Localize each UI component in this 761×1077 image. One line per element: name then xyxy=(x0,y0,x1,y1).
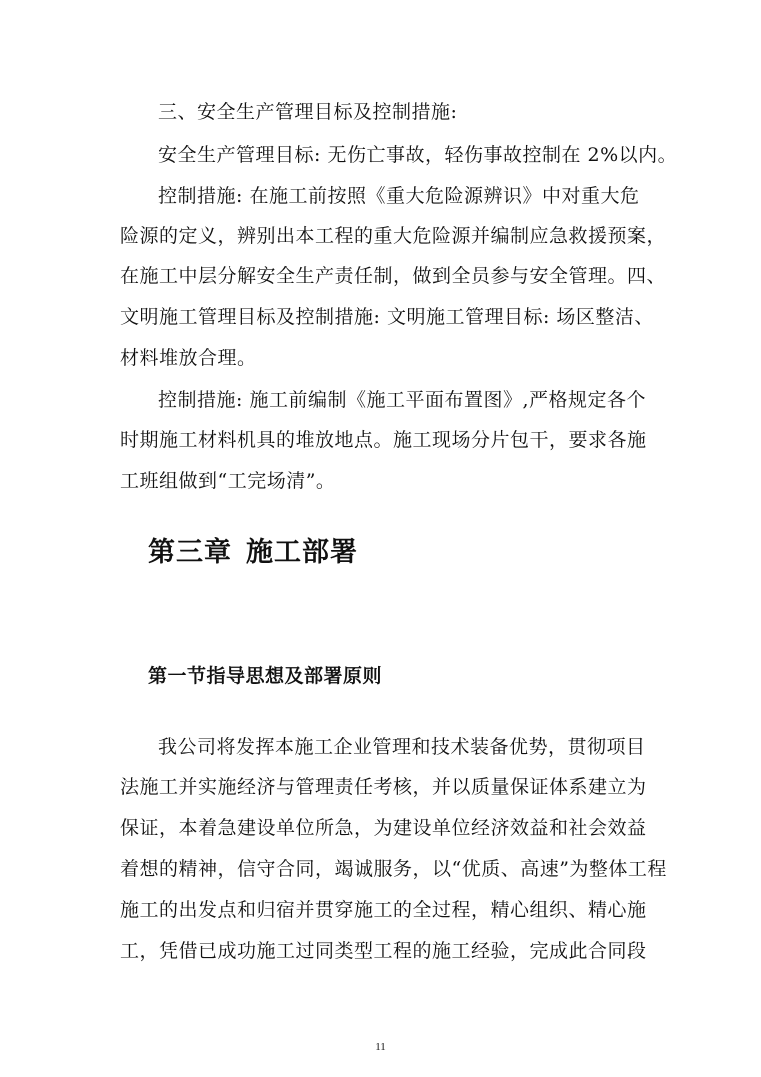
paragraph-line: 施工的出发点和归宿并贯穿施工的全过程，精心组织、精心施 xyxy=(120,899,647,921)
chapter-heading xyxy=(148,536,358,570)
paragraph-line: 着想的精神，信守合同，竭诚服务，以“优质、高速”为整体工程 xyxy=(120,858,667,880)
paragraph-line: 工班组做到“工完场清”。 xyxy=(120,470,336,492)
chapter-title: 施工部署 xyxy=(246,537,358,568)
paragraph-line: 控制措施: 在施工前按照《重大危险源辨识》中对重大危 xyxy=(158,185,640,207)
paragraph-line: 险源的定义，辨别出本工程的重大危险源并编制应急救援预案， xyxy=(120,225,667,247)
paragraph-line: 时期施工材料机具的堆放地点。施工现场分片包干，要求各施 xyxy=(120,429,647,451)
safety-goal-text: 安全生产管理目标: 无伤亡事故，轻伤事故控制在 2%以内。 xyxy=(158,144,678,166)
section-heading: 第一节指导思想及部署原则 xyxy=(148,665,383,687)
paragraph-line: 材料堆放合理。 xyxy=(120,347,257,369)
section-heading-safety: 三、安全生产管理目标及控制措施: xyxy=(158,101,458,123)
paragraph-line: 我公司将发挥本施工企业管理和技术装备优势，贯彻项目 xyxy=(158,736,646,758)
paragraph-line: 工，凭借已成功施工过同类型工程的施工经验，完成此合同段 xyxy=(120,940,647,962)
paragraph-line: 文明施工管理目标及控制措施: 文明施工管理目标: 场区整洁、 xyxy=(120,306,654,328)
paragraph-line: 法施工并实施经济与管理责任考核，并以质量保证体系建立为 xyxy=(120,776,647,798)
paragraph-line: 保证，本着急建设单位所急，为建设单位经济效益和社会效益 xyxy=(120,817,647,839)
paragraph-line: 在施工中层分解安全生产责任制，做到全员参与安全管理。四、 xyxy=(120,265,667,287)
page-number: 11 xyxy=(375,1041,386,1053)
chapter-number: 第三章 xyxy=(148,537,232,568)
paragraph-line: 控制措施: 施工前编制《施工平面布置图》,严格规定各个 xyxy=(158,389,646,411)
